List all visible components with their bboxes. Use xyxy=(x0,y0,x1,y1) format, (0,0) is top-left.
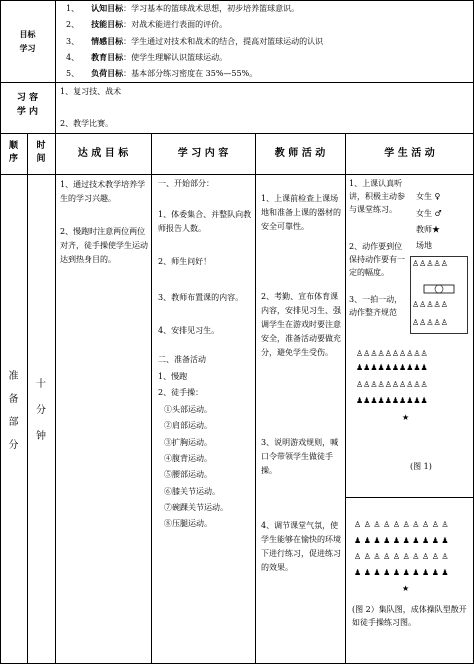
divider-time xyxy=(55,174,56,664)
objective-item: 4、 教育目标：使学生理解认识篮球运动。 xyxy=(66,53,228,62)
content-item-2: 2、教学比赛。 xyxy=(60,119,114,128)
objective-item: 2、 技能目标：对战术能进行表面的评价。 xyxy=(66,20,228,29)
fig1-row: ♟♟♟♟♟♟♟♟♟♟ xyxy=(356,363,428,372)
teacher-t3: 3、说明游戏规则，喊口令带领学生做徒手操。 xyxy=(261,438,339,475)
fig2-row: ♙ ♙ ♙ ♙ ♙ ♙ ♙ ♙ ♙ ♙ xyxy=(354,552,449,561)
drill-item: ⑤腰部运动。 xyxy=(164,470,212,479)
learning-l2: 1、体委集合、并整队向教师报告人数。 xyxy=(158,210,252,233)
drill-item: ⑦碗踝关节运动。 xyxy=(164,503,228,512)
female-figure-icon: ♀ xyxy=(432,192,441,201)
drill-item: ①头部运动。 xyxy=(164,405,212,414)
star-icon: ★ xyxy=(432,225,440,234)
objectives-header: 目标 学习 xyxy=(19,30,36,53)
divider-learning xyxy=(255,133,256,664)
fig1-row: ♟♟♟♟♟♟♟♟♟♟ xyxy=(356,396,428,405)
fig1-caption: (图 1) xyxy=(410,462,432,471)
fig2-row: ♟ ♟ ♟ ♟ ♟ ♟ ♟ ♟ ♟ ♟ xyxy=(354,536,449,545)
student-s3: 3、一拍一动，动作整齐规范 xyxy=(349,295,403,317)
divider-figures xyxy=(345,497,474,498)
objective-item: 3、 情感目标：学生通过对技术和战术的结合，提高对篮球运动的认识 xyxy=(66,37,324,46)
col-header-learning: 学 习 内 容 xyxy=(177,148,229,159)
goal-1: 1、通过技术教学培养学生的学习兴趣。 xyxy=(60,180,146,203)
divider-teacher xyxy=(345,133,346,664)
drill-item: ⑧压腿运动。 xyxy=(164,519,212,528)
col-header-teacher: 教 师 活 动 xyxy=(274,148,326,159)
learning-l7: 1、慢跑 xyxy=(158,372,188,381)
learning-l4: 3、教师布置课的内容。 xyxy=(158,293,244,302)
section-name: 准 备 部 分 xyxy=(8,371,19,451)
court-diagram xyxy=(410,256,468,334)
legend-male: 女生 ♂ xyxy=(416,209,442,218)
col-header-time: 时 间 xyxy=(36,141,46,164)
learning-l8: 2、徒手操： xyxy=(158,388,204,397)
court-players-mid: ♙♙♙♙♙ xyxy=(412,300,448,309)
legend-female: 女生 ♀ xyxy=(416,192,441,201)
goal-2: 2、慢跑时注意两位两位对齐，徒手操使学生运动达到热身目的。 xyxy=(60,227,148,264)
fig2-caption: (图 2）集队图，成体操队型散开如徒手操练习图。 xyxy=(352,605,467,627)
fig1-row: ♙♙♙♙♙♙♙♙♙♙ xyxy=(356,349,428,358)
student-s2: 2、动作要到位保持动作要有一定的幅度。 xyxy=(349,242,405,277)
col-header-goals: 达 成 目 标 xyxy=(77,148,129,159)
court-players-low: ♙♙♙♙♙ xyxy=(412,318,448,327)
star-icon: ★ xyxy=(402,413,410,422)
learning-l6: 二、准备活动 xyxy=(158,355,206,364)
learning-l5: 4、安排见习生。 xyxy=(158,326,220,335)
objective-item: 5、 负荷目标：基本部分练习密度在 35%—55%。 xyxy=(66,69,258,78)
col-header-student: 学 生 活 动 xyxy=(384,148,435,159)
content-header-top: 习 容 xyxy=(16,93,39,103)
border-top xyxy=(0,0,474,1)
star-icon: ★ xyxy=(402,584,410,593)
drill-item: ⑥膝关节运动。 xyxy=(164,487,220,496)
col-header-order: 顺 序 xyxy=(8,141,18,164)
learning-l1: 一、开始部分： xyxy=(158,179,214,188)
drill-item: ③扩胸运动。 xyxy=(164,438,212,447)
content-header-bottom: 学 内 xyxy=(16,107,39,117)
court-players-top: ♙♙♙♙♙ xyxy=(412,259,448,268)
divider-header xyxy=(0,174,474,175)
drill-item: ②肩部运动。 xyxy=(164,421,212,430)
learning-l3: 2、师生问好！ xyxy=(158,257,212,266)
teacher-t1: 1、上课前检查上课场地和准备上课的器材的安全可靠性。 xyxy=(261,194,341,231)
divider-content xyxy=(0,133,474,134)
fig1-row: ♙♙♙♙♙♙♙♙♙♙ xyxy=(356,380,428,389)
drill-item: ④腹背运动。 xyxy=(164,454,212,463)
fig2-row: ♙ ♙ ♙ ♙ ♙ ♙ ♙ ♙ ♙ ♙ xyxy=(354,520,449,529)
divider-goals xyxy=(151,133,152,664)
fig2-row: ♟ ♟ ♟ ♟ ♟ ♟ ♟ ♟ ♟ ♟ xyxy=(354,568,449,577)
objective-item: 1、 认知目标：学习基本的篮球战术思想，初步培养篮球意识。 xyxy=(66,4,300,13)
content-item-1: 1、复习技、战术 xyxy=(60,87,122,96)
divider-objectives xyxy=(0,82,474,83)
male-figure-icon: ♂ xyxy=(432,209,442,218)
student-s1: 1、上课认真听讲，积极主动参与课堂练习。 xyxy=(349,179,405,214)
legend-field: 场地 xyxy=(416,241,432,250)
teacher-t2: 2、考勤、宣布体育课内容，安排见习生、强调学生在游戏时要注意安全，准备活动要做充分，避免学生受伤。 xyxy=(261,292,341,357)
legend-teacher: 教师★ xyxy=(416,225,440,234)
teacher-t4: 4、调节课堂气氛，使学生能够在愉快的环境下进行练习，促进练习的效果。 xyxy=(261,521,341,572)
section-time: 十 分 钟 xyxy=(36,379,46,442)
